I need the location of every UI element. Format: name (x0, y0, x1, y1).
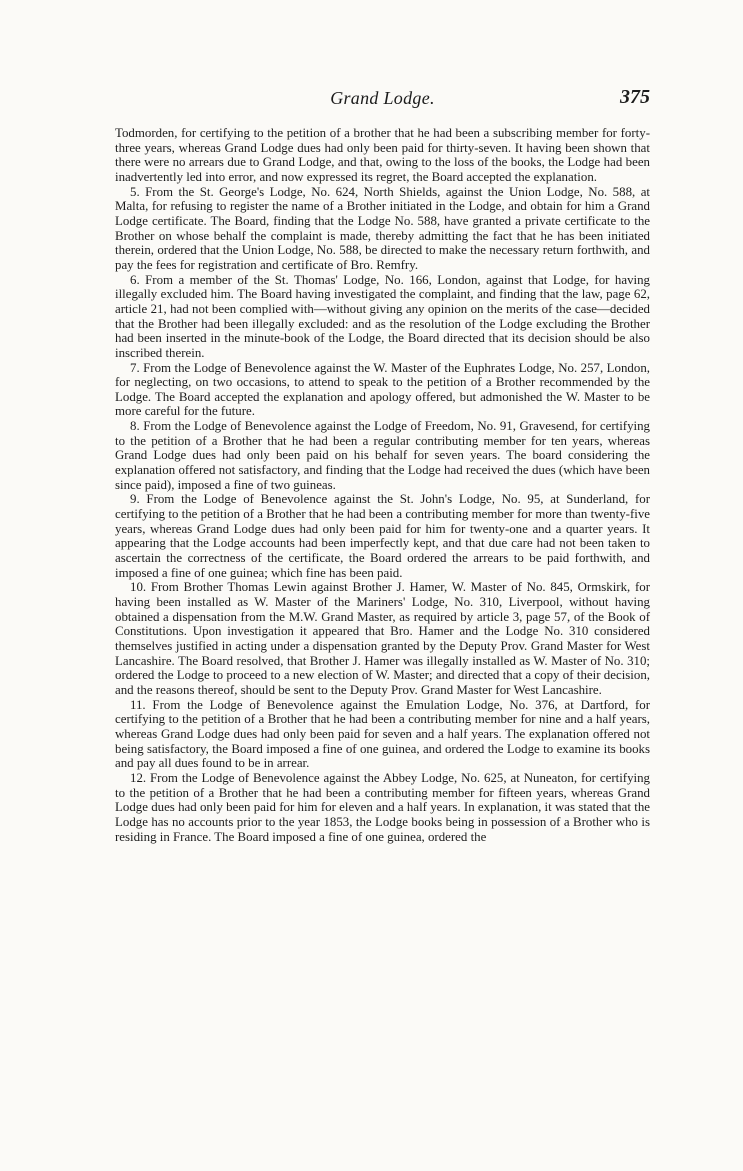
page-body (115, 126, 650, 844)
paragraph-item-5: 5. From the St. George's Lodge, No. 624, North Shields, against the Union Lodge, No. 588, at Malta, for refusing to register the name of a Brother initiated in the Lodge, and obtain for him a Grand Lodge certificate. The Board, finding that the Lodge No. 588, have granted a private certificate to the Brother on whose behalf the complaint is made, thereby admitting the fact that he has been initiated therein, ordered that the Union Lodge, No. 588, be directed to make the necessary return forthwith, and pay the fees for registration and certificate of Bro. Remfry. (115, 184, 650, 272)
paragraph-continuation: Todmorden, for certifying to the petition of a brother that he had been a subscribing member for forty-three years, whereas Grand Lodge dues had only been paid for thirty-seven. It having been shown that there were no arrears due to Grand Lodge, and that, owing to the loss of the books, the Lodge had been inadvertently led into error, and now expressed its regret, the Board accepted the explanation. (115, 126, 650, 184)
paragraph-item-9: 9. From the Lodge of Benevolence against the St. John's Lodge, No. 95, at Sunderland, for certifying to the petition of a Brother that he had been a contributing member for more than twenty-five years, whereas Grand Lodge dues had only been paid for him for twenty-one and a quarter years. It appearing that the Lodge accounts had been imperfectly kept, and that due care had not been taken to ascertain the correctness of the certificate, the Board ordered the arrears to be paid forthwith, and imposed a fine of one guinea; which fine has been paid. (115, 492, 650, 580)
paragraph-item-7: 7. From the Lodge of Benevolence against the W. Master of the Euphrates Lodge, No. 257, London, for neglecting, on two occasions, to attend to speak to the petition of a Brother recommended by the Lodge. The Board accepted the explanation and apology offered, but admonished the W. Master to be more careful for the future. (115, 360, 650, 419)
paragraph-item-6: 6. From a member of the St. Thomas' Lodge, No. 166, London, against that Lodge, for having illegally excluded him. The Board having investigated the complaint, and finding that the law, page 62, article 21, had not been complied with—without giving any opinion on the merits of the case—decided that the Brother had been illegally excluded: and as the resolution of the Lodge excluding the Brother had been inserted in the minute-book of the Lodge, the Board directed that its decision should be also inscribed therein. (115, 272, 650, 360)
paragraph-item-11: 11. From the Lodge of Benevolence against the Emulation Lodge, No. 376, at Dartford, for certifying to the petition of a Brother that he had been a contributing member for nine and a half years, whereas Grand Lodge dues had only been paid for seven and a half years. The explanation offered not being satisfactory, the Board imposed a fine of one guinea, and ordered the Lodge to examine its books and pay all dues found to be in arrear. (115, 697, 650, 771)
page-number: 375 (620, 86, 650, 108)
paragraph-item-8: 8. From the Lodge of Benevolence against the Lodge of Freedom, No. 91, Gravesend, for certifying to the petition of a Brother that he had been a regular contributing member for ten years, whereas Grand Lodge dues had only been paid on his behalf for seven years. The board considering the explanation offered not satisfactory, and finding that the Lodge had received the dues (which have been since paid), imposed a fine of two guineas. (115, 419, 650, 492)
running-title: Grand Lodge. (330, 88, 435, 108)
paragraph-item-12: 12. From the Lodge of Benevolence against the Abbey Lodge, No. 625, at Nuneaton, for certifying to the petition of a Brother that he had been a contributing member for fifteen years, whereas Grand Lodge dues had only been paid for him for eleven and a half years. In explanation, it was stated that the Lodge has no accounts prior to the year 1853, the Lodge books being in possession of a Brother who is residing in France. The Board imposed a fine of one guinea, ordered the (115, 770, 650, 844)
paragraph-item-10: 10. From Brother Thomas Lewin against Brother J. Hamer, W. Master of No. 845, Ormskirk, for having been installed as W. Master of the Mariners' Lodge, No. 310, Liverpool, without having obtained a dispensation from the M.W. Grand Master, as required by article 3, page 57, of the Book of Constitutions. Upon investigation it appeared that Bro. Hamer and the Lodge No. 310 considered themselves justified in acting under a dispensation granted by the Deputy Prov. Grand Master for West Lancashire. The Board resolved, that Brother J. Hamer was illegally installed as W. Master of No. 310; ordered the Lodge to proceed to a new election of W. Master; and directed that a copy of their decision, and the reasons thereof, should be sent to the Deputy Prov. Grand Master for West Lancashire. (115, 580, 650, 697)
page-header (115, 86, 650, 112)
